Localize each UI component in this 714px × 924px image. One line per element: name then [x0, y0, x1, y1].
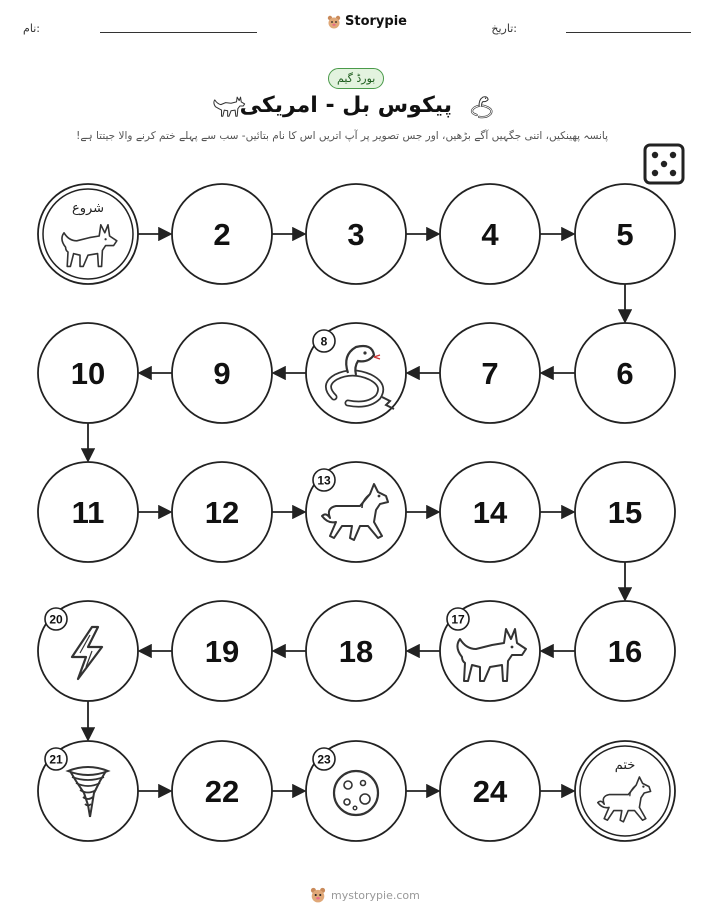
space-number: 5 [616, 217, 634, 252]
bear-icon [310, 887, 326, 903]
space-number: 19 [204, 634, 240, 669]
board-space-4[interactable] [440, 184, 540, 284]
board-space-2[interactable] [172, 184, 272, 284]
board-space-9[interactable] [172, 323, 272, 423]
board-space-11[interactable] [38, 462, 138, 562]
space-number: 9 [213, 356, 231, 391]
board-space-21[interactable] [38, 741, 138, 841]
board-space-3[interactable] [306, 184, 406, 284]
board-space-7[interactable] [440, 323, 540, 423]
board-space-15[interactable] [575, 462, 675, 562]
board-space-18[interactable] [306, 601, 406, 701]
board-space-22[interactable] [172, 741, 272, 841]
footer [310, 887, 420, 903]
moon-icon [334, 771, 378, 815]
brand-name: Storypie [345, 14, 407, 29]
instructions: پانسہ پھینکیں، اتنی جگہیں آگے بڑھیں، اور جس تصویر پر آپ اتریں اس کا نام بتائیں- سب سے پہلے ختم کرنے والا جیتتا ہے! [76, 130, 608, 142]
space-number: 18 [338, 634, 374, 669]
page-title: پیکوس بل - امریکی [239, 93, 452, 118]
space-number-badge: 8 [320, 334, 328, 349]
board-space-17[interactable] [440, 601, 540, 701]
board-space-20[interactable] [38, 601, 138, 701]
finish-label: ختم [614, 758, 636, 773]
space-number: 11 [71, 495, 105, 530]
board-space-19[interactable] [172, 601, 272, 701]
space-number-badge: 23 [317, 752, 331, 767]
start-space[interactable] [38, 184, 138, 284]
space-number: 7 [481, 356, 499, 391]
space-number-badge: 17 [451, 612, 465, 627]
space-number-badge: 13 [317, 473, 331, 488]
board-space-10[interactable] [38, 323, 138, 423]
space-number-badge: 20 [49, 612, 63, 627]
space-number-badge: 21 [49, 752, 63, 767]
board-space-6[interactable] [575, 323, 675, 423]
space-number: 2 [213, 217, 231, 252]
finish-space[interactable] [575, 741, 675, 841]
date-label: تاریخ: [491, 22, 517, 35]
space-number: 22 [204, 774, 240, 809]
space-number: 12 [204, 495, 240, 530]
board-space-24[interactable] [440, 741, 540, 841]
board-space-23[interactable] [306, 741, 406, 841]
footer-url[interactable]: mystorypie.com [331, 888, 420, 902]
board-space-13[interactable] [306, 462, 406, 562]
space-number: 24 [472, 774, 508, 809]
board-space-14[interactable] [440, 462, 540, 562]
name-label: نام: [23, 22, 40, 35]
board-space-12[interactable] [172, 462, 272, 562]
space-number: 15 [607, 495, 643, 530]
board-space-5[interactable] [575, 184, 675, 284]
space-number: 3 [347, 217, 365, 252]
board-space-8[interactable] [306, 323, 406, 423]
board-game-badge: بورڈ گیم [328, 68, 384, 89]
space-number: 10 [70, 356, 106, 391]
space-number: 14 [472, 495, 508, 530]
space-number: 16 [607, 634, 643, 669]
start-label: شروع [71, 201, 105, 216]
space-number: 4 [481, 217, 499, 252]
space-number: 6 [616, 356, 634, 391]
board-space-16[interactable] [575, 601, 675, 701]
